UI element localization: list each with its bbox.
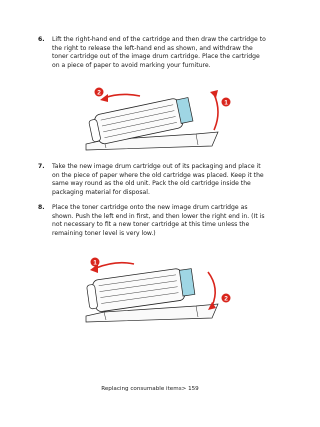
step-7 bbox=[38, 163, 267, 197]
callout-badge bbox=[95, 88, 104, 97]
step-8 bbox=[38, 204, 267, 238]
callout-badge bbox=[222, 294, 231, 303]
callout-number: 2 bbox=[224, 295, 228, 303]
callout-number: 1 bbox=[93, 259, 97, 267]
step-text: Take the new image drum cartridge out of its packaging and place it on the piece of paper where the old cartridge was placed. Keep it the same way round as the old unit. Pack the old cartridge inside the packaging material for disposal. bbox=[52, 163, 264, 196]
page-footer: Replacing consumable items> 159 bbox=[101, 386, 199, 392]
step-number: 7. bbox=[38, 163, 45, 170]
callout-number: 2 bbox=[97, 89, 101, 97]
callout-number: 1 bbox=[224, 99, 228, 107]
illustration-remove-toner bbox=[0, 82, 300, 157]
illustration-install-toner bbox=[0, 252, 300, 328]
callout-badge bbox=[91, 258, 100, 267]
step-6 bbox=[38, 36, 267, 70]
step-number: 8. bbox=[38, 204, 45, 211]
step-text: Place the toner cartridge onto the new image drum cartridge as shown. Push the left end in first, and then lower the right end in. (It is not necessary to fit a new toner cartridge at this time unless the remaining toner level is very low.) bbox=[52, 204, 265, 237]
callout-badge bbox=[222, 98, 231, 107]
step-text: Lift the right-hand end of the cartridge and then draw the cartridge to the right to release the left-hand end as shown, and withdraw the toner cartridge out of the image drum cartridge. Place the cartridge on a piece of paper to avoid marking your furniture. bbox=[52, 36, 266, 69]
step-number: 6. bbox=[38, 36, 45, 43]
